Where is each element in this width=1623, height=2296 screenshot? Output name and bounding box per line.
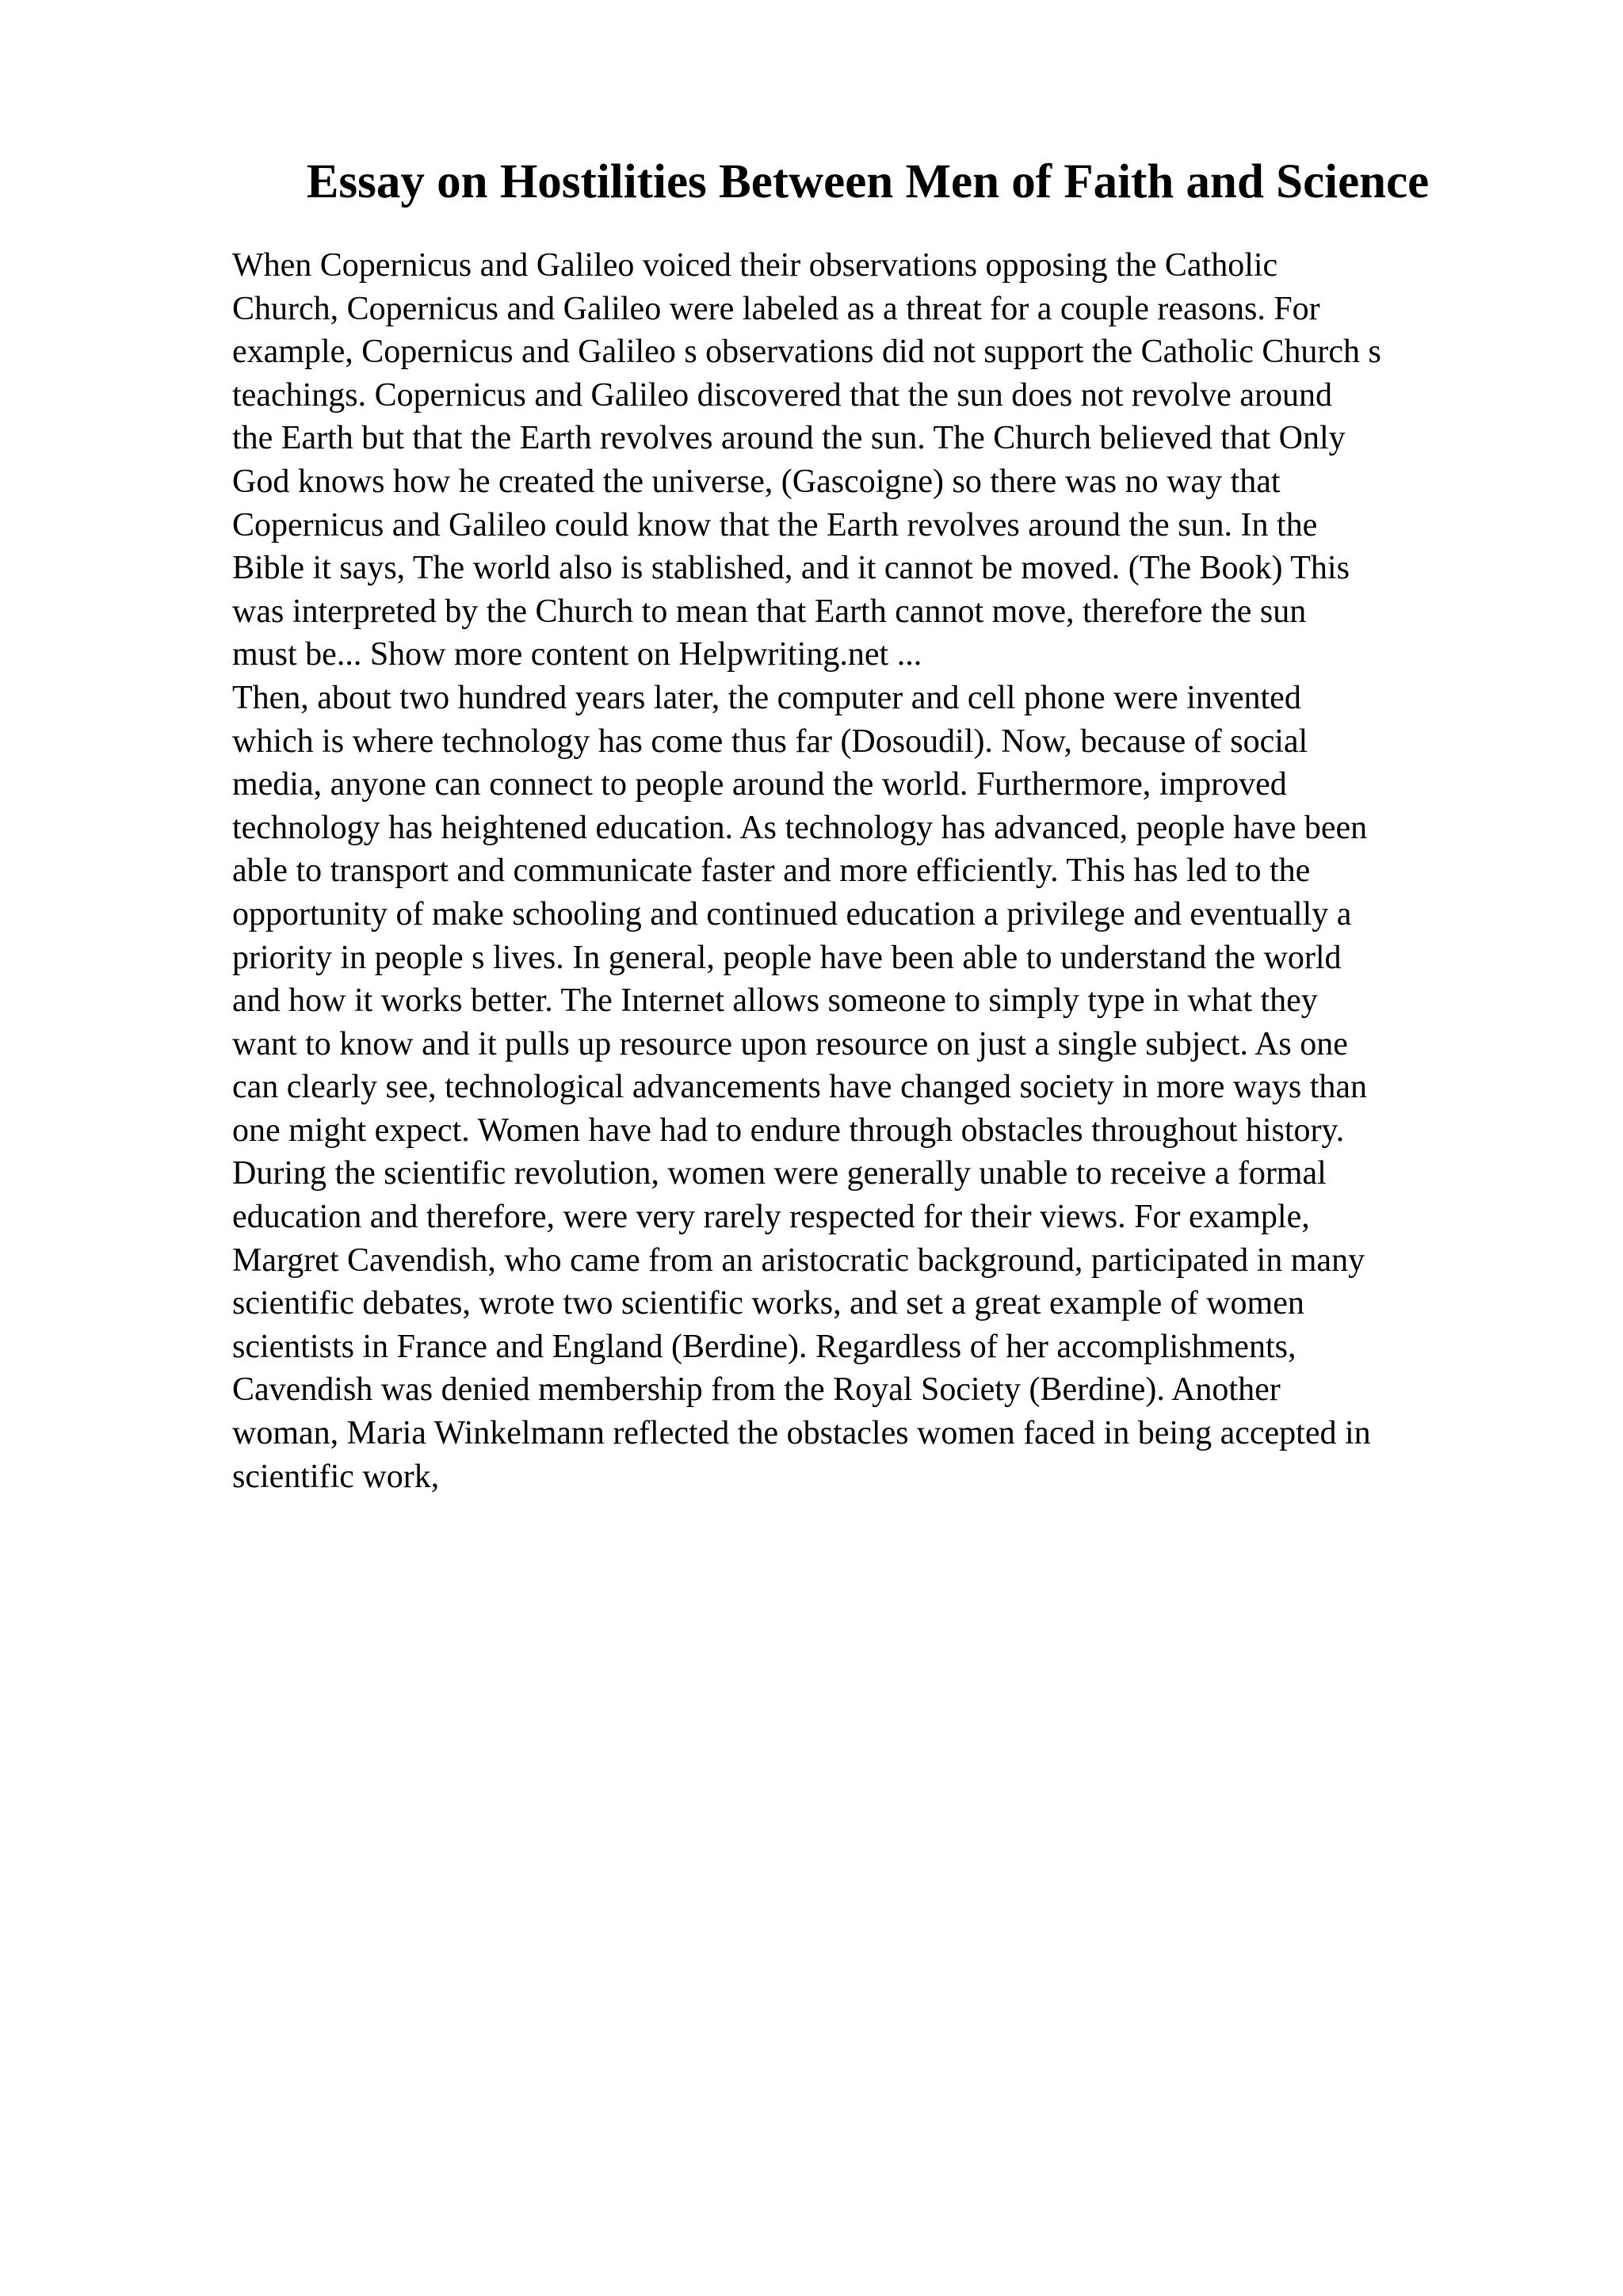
text-line: During the scientific revolution, women were generally unable to receive a formal xyxy=(232,1155,1327,1192)
text-line: technology has heightened education. As technology has advanced, people have been xyxy=(232,809,1368,846)
essay-body xyxy=(232,244,1603,1498)
text-line: one might expect. Women have had to endure through obstacles throughout history. xyxy=(232,1112,1345,1149)
text-line: Church, Copernicus and Galileo were labeled as a threat for a couple reasons. For xyxy=(232,290,1320,327)
text-line: Copernicus and Galileo could know that the Earth revolves around the sun. In the xyxy=(232,506,1318,543)
text-line: the Earth but that the Earth revolves around the sun. The Church believed that Only xyxy=(232,420,1346,457)
text-line: education and therefore, were very rarely respected for their views. For example, xyxy=(232,1199,1310,1236)
text-line: scientists in France and England (Berdine). Regardless of her accomplishments, xyxy=(232,1328,1296,1365)
document-title: Essay on Hostilities Between Men of Faith and Science xyxy=(306,155,1430,208)
text-line: and how it works better. The Internet allows someone to simply type in what they xyxy=(232,982,1318,1020)
text-line: God knows how he created the universe, (Gascoigne) so there was no way that xyxy=(232,463,1281,500)
text-line: When Copernicus and Galileo voiced their observations opposing the Catholic xyxy=(232,247,1278,284)
text-line: media, anyone can connect to people around the world. Furthermore, improved xyxy=(232,766,1287,803)
text-line: Then, about two hundred years later, the computer and cell phone were invented xyxy=(232,679,1301,716)
text-line: able to transport and communicate faster and more efficiently. This has led to the xyxy=(232,852,1311,890)
text-line: priority in people s lives. In general, people have been able to understand the world xyxy=(232,939,1342,976)
text-line: was interpreted by the Church to mean that Earth cannot move, therefore the sun xyxy=(232,593,1307,630)
text-line: opportunity of make schooling and continued education a privilege and eventually a xyxy=(232,895,1352,933)
text-line: teachings. Copernicus and Galileo discovered that the sun does not revolve around xyxy=(232,376,1332,414)
text-line: can clearly see, technological advancements have changed society in more ways than xyxy=(232,1069,1368,1106)
text-line: want to know and it pulls up resource upon resource on just a single subject. As one xyxy=(232,1025,1348,1062)
text-line: scientific debates, wrote two scientific works, and set a great example of women xyxy=(232,1285,1304,1322)
text-line: which is where technology has come thus far (Dosoudil). Now, because of social xyxy=(232,723,1308,760)
text-line: woman, Maria Winkelmann reflected the obstacles women faced in being accepted in xyxy=(232,1415,1371,1452)
text-line: example, Copernicus and Galileo s observations did not support the Catholic Church s xyxy=(232,334,1381,371)
text-line: must be... Show more content on Helpwriting.net ... xyxy=(232,636,922,673)
text-line: scientific work, xyxy=(232,1458,440,1495)
text-line: Cavendish was denied membership from the Royal Society (Berdine). Another xyxy=(232,1371,1281,1409)
text-line: Margret Cavendish, who came from an aristocratic background, participated in many xyxy=(232,1241,1365,1279)
text-line: Bible it says, The world also is stablished, and it cannot be moved. (The Book) This xyxy=(232,550,1350,587)
